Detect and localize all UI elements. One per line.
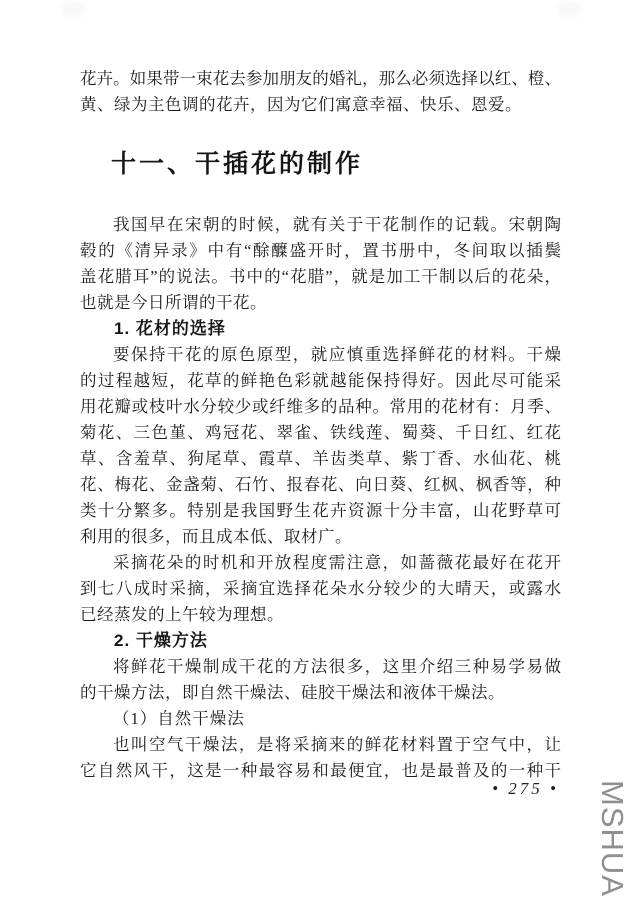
body-line: 用花瓣或枝叶水分较少或纤维多的品种。常用的花材有：月季、 bbox=[80, 397, 561, 416]
section-title: 十一、干插花的制作 bbox=[111, 150, 364, 178]
body-line: 已经蒸发的上午较为理想。 bbox=[80, 605, 284, 624]
body-line: 它自然风干，这是一种最容易和最便宜，也是最普及的一种干 bbox=[80, 761, 561, 780]
paragraph bbox=[80, 212, 561, 316]
body-line: 也就是今日所谓的干花。 bbox=[80, 293, 267, 312]
body-line: 的过程越短，花草的鲜艳色彩就越能保持得好。因此尽可能采 bbox=[80, 371, 561, 390]
watermark-text: MSHUA bbox=[595, 780, 630, 897]
page-number: • 275 • bbox=[492, 779, 559, 798]
subitem: （1）自然干燥法 bbox=[113, 709, 245, 728]
body-line: 菊花、三色堇、鸡冠花、翠雀、铁线莲、蜀葵、千日红、红花 bbox=[80, 423, 561, 442]
body-line: 采摘花朵的时机和开放程度需注意，如蔷薇花最好在花开 bbox=[113, 553, 561, 572]
paragraph bbox=[80, 342, 561, 550]
text-column bbox=[80, 66, 561, 784]
body-line: 黄、绿为主色调的花卉，因为它们寓意幸福、快乐、恩爱。 bbox=[80, 95, 522, 114]
body-line: 利用的很多，而且成本低、取材广。 bbox=[80, 527, 352, 546]
scan-bleed-mark-left bbox=[62, 2, 84, 16]
scan-bleed-mark-right bbox=[558, 2, 580, 16]
paragraph bbox=[80, 654, 561, 706]
body-line: 到七八成时采摘，采摘宜选择花朵水分较少的大晴天，或露水 bbox=[80, 579, 561, 598]
body-line: 毂的《清异录》中有“酴醾盛开时，置书册中，冬间取以插鬓 bbox=[80, 241, 561, 260]
body-line: 盖花腊耳”的说法。书中的“花腊”，就是加工干制以后的花朵， bbox=[80, 267, 561, 286]
subheading: 1. 花材的选择 bbox=[114, 319, 226, 338]
body-line: 也叫空气干燥法，是将采摘来的鲜花材料置于空气中，让 bbox=[113, 735, 561, 754]
body-line: 花、梅花、金盏菊、石竹、报春花、向日葵、红枫、枫香等，种 bbox=[80, 475, 561, 494]
subheading: 2. 干燥方法 bbox=[114, 631, 208, 650]
body-line: 花卉。如果带一束花去参加朋友的婚礼，那么必须选择以红、橙、 bbox=[80, 69, 561, 88]
body-line: 类十分繁多。特别是我国野生花卉资源十分丰富，山花野草可 bbox=[80, 501, 561, 520]
paragraph bbox=[80, 550, 561, 628]
body-line: 我国早在宋朝的时候，就有关于干花制作的记载。宋朝陶 bbox=[113, 215, 561, 234]
body-line: 要保持干花的原色原型，就应慎重选择鲜花的材料。干燥 bbox=[113, 345, 561, 364]
paragraph bbox=[80, 732, 561, 784]
body-line: 的干燥方法，即自然干燥法、硅胶干燥法和液体干燥法。 bbox=[80, 683, 505, 702]
body-line: 将鲜花干燥制成干花的方法很多，这里介绍三种易学易做 bbox=[113, 657, 561, 676]
paragraph bbox=[80, 66, 561, 118]
body-line: 草、含羞草、狗尾草、霞草、羊齿类草、紫丁香、水仙花、桃 bbox=[80, 449, 561, 468]
